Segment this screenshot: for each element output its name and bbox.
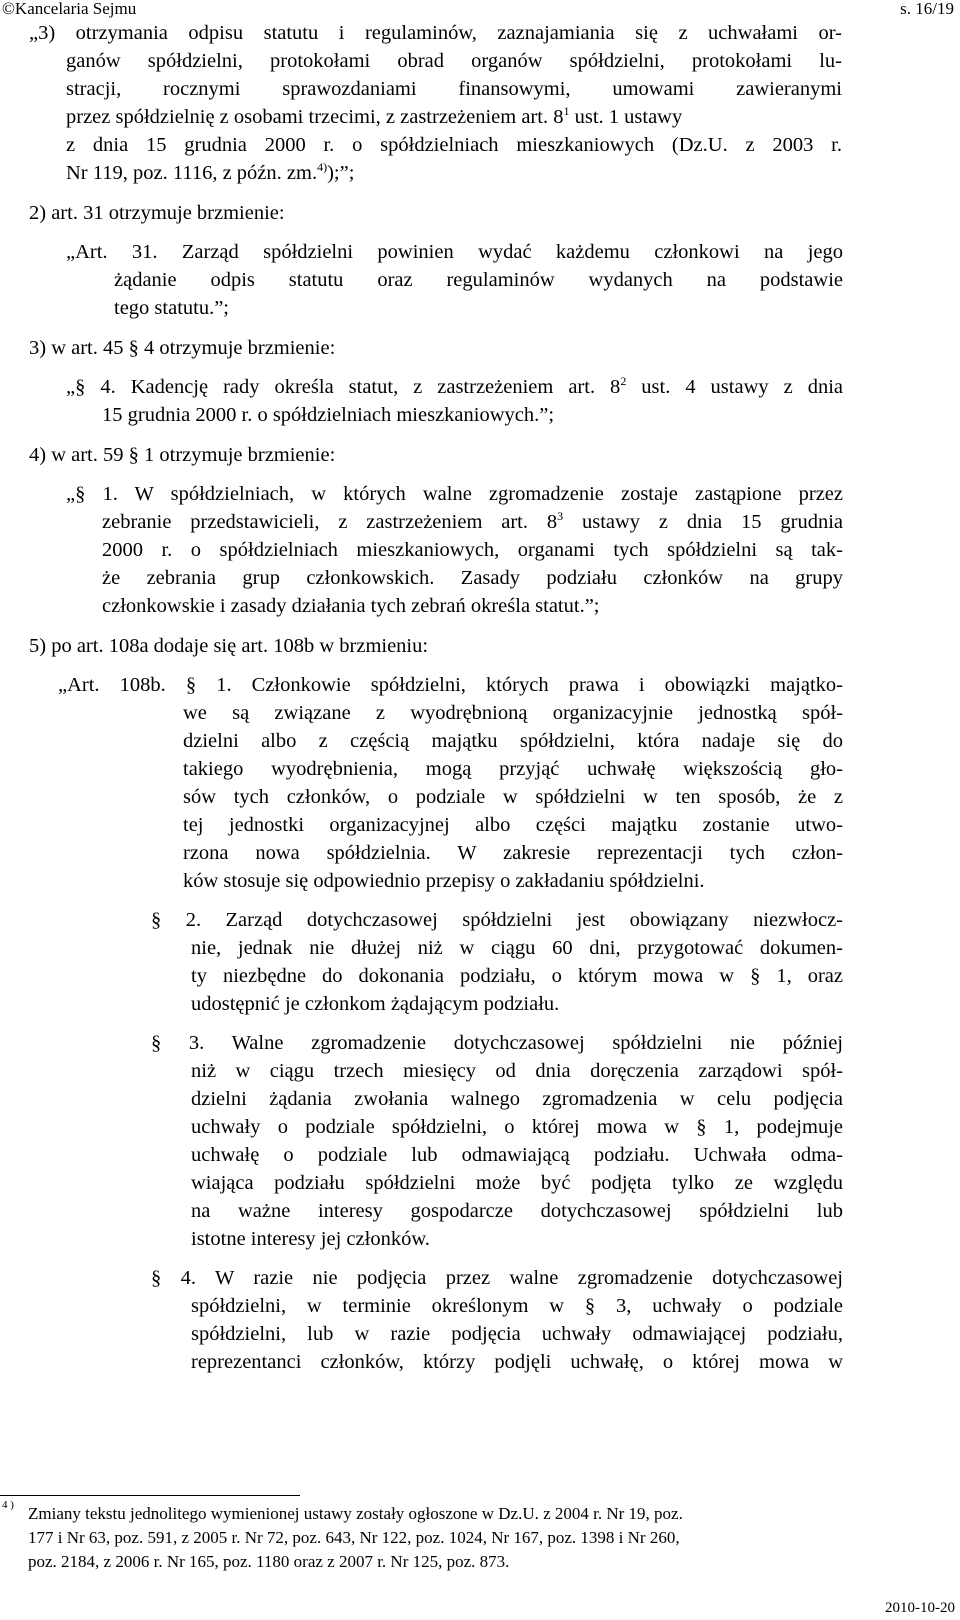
line-text: żądanie odpis statutu oraz regulaminów wydanych na podstawie	[114, 269, 843, 291]
line-text: spółdzielni, w terminie określonym w § 3, uchwały o podziale	[191, 1295, 843, 1317]
line-text: § 4. W razie nie podjęcia przez walne zgromadzenie dotychczasowej	[151, 1267, 843, 1289]
body-line	[191, 1320, 843, 1348]
body-line	[191, 1113, 843, 1141]
line-text: z dnia 15 grudnia 2000 r. o spółdzielniach mieszkaniowych (Dz.U. z 2003 r.	[66, 134, 842, 156]
line-text: uchwałę o podziale lub odmawiającą podziału. Uchwała odma-	[191, 1144, 843, 1166]
body-line	[58, 671, 843, 699]
body-line	[66, 373, 843, 401]
line-text: ganów spółdzielni, protokołami obrad organów spółdzielni, protokołami lu-	[66, 50, 842, 72]
body-line	[102, 508, 843, 536]
line-text: istotne interesy jej członków.	[191, 1228, 430, 1250]
body-line	[191, 1141, 843, 1169]
line-text: na ważne interesy gospodarcze dotychczasowej spółdzielni lub	[191, 1200, 843, 1222]
body-line	[183, 783, 843, 811]
body-line	[114, 266, 843, 294]
body-line	[191, 1225, 430, 1253]
line-text: ków stosuje się odpowiednio przepisy o zakładaniu spółdzielni.	[183, 870, 705, 892]
line-text: § 3. Walne zgromadzenie dotychczasowej spółdzielni nie później	[151, 1032, 843, 1054]
line-text: dzielni żądania zwołania walnego zgromadzenia w celu podjęcia	[191, 1088, 843, 1110]
line-text: );”;	[327, 162, 355, 184]
footnote-marker: 4 )	[2, 1499, 14, 1511]
line-text: „Art. 108b. § 1. Członkowie spółdzielni, których prawa i obowiązki majątko-	[58, 674, 843, 696]
header-page-number: s. 16/19	[900, 0, 954, 18]
line-text: ust. 4 ustawy z dnia	[626, 376, 843, 398]
line-text: zebranie przedstawicieli, z zastrzeżeniem art. 8	[102, 511, 558, 533]
body-line	[183, 699, 843, 727]
footnote-line: 177 i Nr 63, poz. 591, z 2005 r. Nr 72, poz. 643, Nr 122, poz. 1024, Nr 167, poz. 1398 i Nr 260,	[28, 1528, 680, 1547]
line-text: że zebrania grup członkowskich. Zasady podziału członków na grupy	[102, 567, 843, 589]
body-line	[151, 1264, 843, 1292]
line-text: wiająca podziału spółdzielni może być podjęta tylko ze względu	[191, 1172, 843, 1194]
line-text: 4) w art. 59 § 1 otrzymuje brzmienie:	[29, 444, 336, 466]
line-text: spółdzielni, lub w razie podjęcia uchwały odmawiającej podziału,	[191, 1323, 843, 1345]
body-line	[191, 934, 843, 962]
line-text: Nr 119, poz. 1116, z późn. zm.	[66, 162, 318, 184]
line-text: tej jednostki organizacyjnej albo części majątku zostanie utwo-	[183, 814, 843, 836]
body-line	[102, 564, 843, 592]
line-text: rzona nowa spółdzielnia. W zakresie reprezentacji tych człon-	[183, 842, 843, 864]
line-text: tego statutu.”;	[114, 297, 230, 319]
line-text: dzielni albo z częścią majątku spółdzielni, która nadaje się do	[183, 730, 843, 752]
line-text: we są związane z wyodrębnioną organizacyjnie jednostką spół-	[183, 702, 843, 724]
body-line	[102, 592, 600, 620]
line-text: sów tych członków, o podziale w spółdzielni w ten sposób, że z	[183, 786, 843, 808]
line-text: „Art. 31. Zarząd spółdzielni powinien wydać każdemu członkowi na jego	[66, 241, 843, 263]
body-line	[66, 103, 682, 131]
body-line	[66, 47, 842, 75]
line-text: § 2. Zarząd dotychczasowej spółdzielni jest obowiązany niezwłocz-	[151, 909, 843, 931]
line-text: udostępnić je członkom żądającym podziału.	[191, 993, 560, 1015]
body-line	[151, 1029, 843, 1057]
line-text: 2) art. 31 otrzymuje brzmienie:	[29, 202, 285, 224]
line-text: reprezentanci członków, którzy podjęli uchwałę, o której mowa w	[191, 1351, 843, 1373]
line-text: 15 grudnia 2000 r. o spółdzielniach mieszkaniowych.”;	[102, 404, 555, 426]
body-line	[183, 811, 843, 839]
body-line	[66, 75, 842, 103]
body-line	[191, 1197, 843, 1225]
footer-date: 2010-10-20	[885, 1600, 955, 1616]
line-text: ust. 1 ustawy	[569, 106, 683, 128]
body-line	[29, 441, 335, 469]
footnote-line: poz. 2184, z 2006 r. Nr 165, poz. 1180 oraz z 2007 r. Nr 125, poz. 873.	[28, 1552, 510, 1571]
body-line	[183, 727, 843, 755]
body-line	[29, 19, 842, 47]
line-text: „3) otrzymania odpisu statutu i regulaminów, zaznajamiania się z uchwałami or-	[29, 22, 842, 44]
body-line	[183, 867, 705, 895]
body-line	[191, 1348, 843, 1376]
footnote-line: Zmiany tekstu jednolitego wymienionej ustawy zostały ogłoszone w Dz.U. z 2004 r. Nr 19, poz.	[28, 1504, 683, 1523]
line-text: uchwały o podziale spółdzielni, o której mowa w § 1, podejmuje	[191, 1116, 843, 1138]
body-line	[191, 1057, 843, 1085]
line-text: „§ 1. W spółdzielniach, w których walne zgromadzenie zostaje zastąpione przez	[66, 483, 843, 505]
body-line	[114, 294, 229, 322]
footnote-divider	[0, 1495, 300, 1496]
body-line	[191, 990, 559, 1018]
line-text: niż w ciągu trzech miesięcy od dnia doręczenia zarządowi spół-	[191, 1060, 843, 1082]
line-text: 2000 r. o spółdzielniach mieszkaniowych, organami tych spółdzielni są tak-	[102, 539, 843, 561]
line-text: ustawy z dnia 15 grudnia	[563, 511, 843, 533]
body-line	[29, 334, 335, 362]
superscript-ref: 3	[557, 509, 564, 523]
line-text: ty niezbędne do dokonania podziału, o którym mowa w § 1, oraz	[191, 965, 843, 987]
body-line	[29, 199, 285, 227]
body-line	[183, 755, 843, 783]
body-line	[102, 536, 843, 564]
body-line	[191, 962, 843, 990]
body-line	[151, 906, 843, 934]
superscript-ref: 2	[620, 374, 627, 388]
line-text: takiego wyodrębnienia, mogą przyjąć uchwałę większością gło-	[183, 758, 843, 780]
body-line	[66, 159, 354, 187]
body-line	[66, 480, 843, 508]
body-line	[191, 1169, 843, 1197]
line-text: 5) po art. 108a dodaje się art. 108b w brzmieniu:	[29, 635, 429, 657]
superscript-ref: 4)	[317, 160, 328, 174]
line-text: nie, jednak nie dłużej niż w ciągu 60 dni, przygotować dokumen-	[191, 937, 843, 959]
body-line	[191, 1292, 843, 1320]
header-source: ©Kancelaria Sejmu	[2, 0, 137, 18]
body-line	[191, 1085, 843, 1113]
body-line	[66, 238, 843, 266]
body-line	[66, 131, 842, 159]
line-text: 3) w art. 45 § 4 otrzymuje brzmienie:	[29, 337, 336, 359]
body-line	[29, 632, 428, 660]
body-line	[183, 839, 843, 867]
line-text: przez spółdzielnię z osobami trzecimi, z zastrzeżeniem art. 8	[66, 106, 564, 128]
line-text: stracji, rocznymi sprawozdaniami finansowymi, umowami zawieranymi	[66, 78, 842, 100]
superscript-ref: 1	[563, 104, 570, 118]
line-text: członkowskie i zasady działania tych zebrań określa statut.”;	[102, 595, 600, 617]
line-text: „§ 4. Kadencję rady określa statut, z zastrzeżeniem art. 8	[66, 376, 621, 398]
body-line	[102, 401, 554, 429]
